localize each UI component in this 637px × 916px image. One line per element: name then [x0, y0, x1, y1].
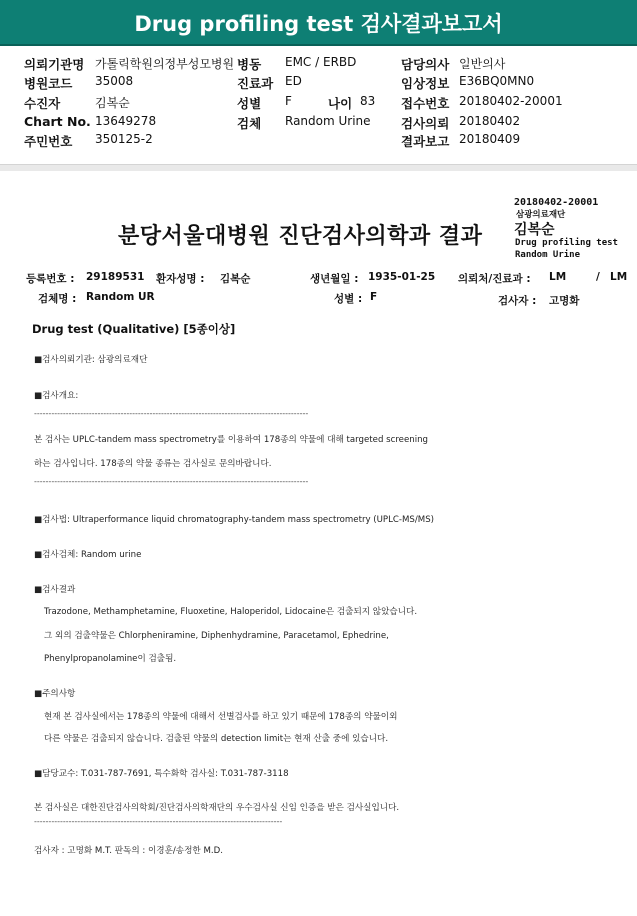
hdr-key-specimen: 검체	[237, 116, 262, 131]
line-caution-1: 현재 본 검사실에서는 178종의 약물에 대해서 선별검사를 하고 있기 때문에 178종의 약물이외	[44, 712, 398, 722]
birth-value: 1935-01-25	[368, 271, 436, 283]
line-result-2: 그 외의 검출약물은 Chlorpheniramine, Diphenhydramine, Paracetamol, Ephedrine,	[44, 631, 389, 641]
line-specimen: ■검사검체: Random urine	[34, 550, 142, 560]
dept-value1: LM	[549, 271, 567, 283]
dash-rule-1: -----------------------------------------------------------------------------------------------	[34, 409, 309, 418]
hdr-val-dept: ED	[285, 74, 302, 88]
line-result-1: Trazodone, Methamphetamine, Fluoxetine, Haloperidol, Lidocaine은 검출되지 않았습니다.	[44, 607, 418, 617]
line-overview-1: 본 검사는 UPLC-tandem mass spectrometry를 이용하여 178종의 약물에 대해 targeted screening	[34, 435, 428, 445]
dept-value2: LM	[610, 271, 628, 283]
hdr-val-sex: F	[285, 94, 292, 108]
title-banner	[0, 0, 637, 46]
line-certification: 본 검사실은 대한진단검사의학회/진단검사의학재단의 우수검사실 신임 인증을 받은 검사실입니다.	[34, 803, 400, 813]
hdr-key-hospcode: 병원코드	[24, 76, 73, 91]
line-contact: ■담당교수: T.031-787-7691, 특수화학 검사실: T.031-787-3118	[34, 769, 289, 779]
hdr-key-chart: Chart No.	[24, 114, 91, 129]
line-result-heading: ■검사결과	[34, 585, 76, 595]
hdr-key-clinical: 임상정보	[401, 76, 450, 91]
line-method: ■검사법: Ultraperformance liquid chromatography-tandem mass spectrometry (UPLC-MS/MS)	[34, 515, 434, 525]
scanned-report	[0, 171, 637, 916]
reg-value: 29189531	[86, 271, 145, 283]
hdr-key-patient: 수진자	[24, 96, 61, 111]
hdr-val-receipt: 20180402-20001	[459, 94, 563, 108]
dept-sep: /	[596, 271, 600, 283]
patient-label: 환자성명 :	[156, 273, 205, 285]
specimen-label: 검체명 :	[38, 293, 77, 305]
tester-label: 검사자 :	[498, 295, 537, 307]
line-overview-2: 하는 검사입니다. 178종의 약물 종류는 검사실로 문의바랍니다.	[34, 459, 272, 469]
section-divider	[0, 164, 637, 171]
hdr-val-doctor: 일반의사	[459, 57, 506, 71]
hdr-key-sex: 성별	[237, 96, 262, 111]
hdr-key-doctor: 담당의사	[401, 57, 450, 72]
hdr-val-request: 20180402	[459, 114, 521, 128]
banner-title: Drug profiling test 검사결과보고서	[134, 12, 503, 36]
line-caution-heading: ■주의사항	[34, 689, 76, 699]
line-result-3: Phenylpropanolamine이 검출됨.	[44, 654, 177, 664]
stamp-name: 김복순	[514, 222, 555, 238]
hdr-key-ward: 병동	[237, 57, 262, 72]
dash-rule-2: -----------------------------------------------------------------------------------------------	[34, 477, 309, 486]
hdr-key-age: 나이	[328, 96, 353, 111]
stamp-test: Drug profiling test	[515, 238, 618, 248]
line-signoff: 검사자 : 고명화 M.T. 판독의 : 이경훈/송정한 M.D.	[34, 846, 223, 856]
stamp-number: 20180402-20001	[514, 197, 599, 208]
section-title: Drug test (Qualitative) [5종이상]	[32, 322, 236, 336]
birth-label: 생년월일 :	[310, 273, 359, 285]
report-title: 분당서울대병원 진단검사의학과 결과	[118, 224, 483, 249]
stamp-specimen: Random Urine	[515, 250, 581, 260]
hdr-val-report: 20180409	[459, 132, 521, 146]
dash-rule-3: --------------------------------------------------------------------------------------	[34, 817, 283, 826]
hdr-key-agency: 의뢰기관명	[24, 57, 85, 72]
sex-value: F	[370, 291, 378, 303]
specimen-value: Random UR	[86, 291, 155, 303]
line-agency: ■검사의뢰기관: 삼광의료재단	[34, 355, 148, 365]
sex-label: 성별 :	[334, 293, 363, 305]
hdr-val-ssn: 350125-2	[95, 132, 153, 146]
hdr-val-specimen: Random Urine	[285, 114, 371, 128]
hdr-key-request: 검사의뢰	[401, 116, 450, 131]
hdr-val-patient: 김복순	[95, 96, 130, 110]
patient-value: 김복순	[220, 273, 251, 285]
hdr-val-ward: EMC / ERBD	[285, 55, 357, 69]
hdr-key-ssn: 주민번호	[24, 134, 73, 149]
dept-label: 의뢰처/진료과 :	[458, 273, 531, 285]
reg-label: 등록번호 :	[26, 273, 75, 285]
hdr-key-report: 결과보고	[401, 134, 450, 149]
hdr-key-receipt: 접수번호	[401, 96, 450, 111]
hdr-val-chart: 13649278	[95, 114, 157, 128]
hdr-val-hospcode: 35008	[95, 74, 134, 88]
hdr-val-clinical: E36BQ0MN0	[459, 74, 535, 88]
line-overview-heading: ■검사개요:	[34, 391, 79, 401]
tester-value: 고명화	[549, 295, 580, 307]
stamp-org: 삼광의료재단	[516, 210, 566, 220]
hdr-val-agency: 가톨릭학원의정부성모병원	[95, 57, 235, 71]
hdr-key-dept: 진료과	[237, 76, 274, 91]
line-caution-2: 다른 약물은 검출되지 않습니다. 검출된 약물의 detection limit는 현재 산출 중에 있습니다.	[44, 734, 389, 744]
hdr-val-age: 83	[360, 94, 376, 108]
